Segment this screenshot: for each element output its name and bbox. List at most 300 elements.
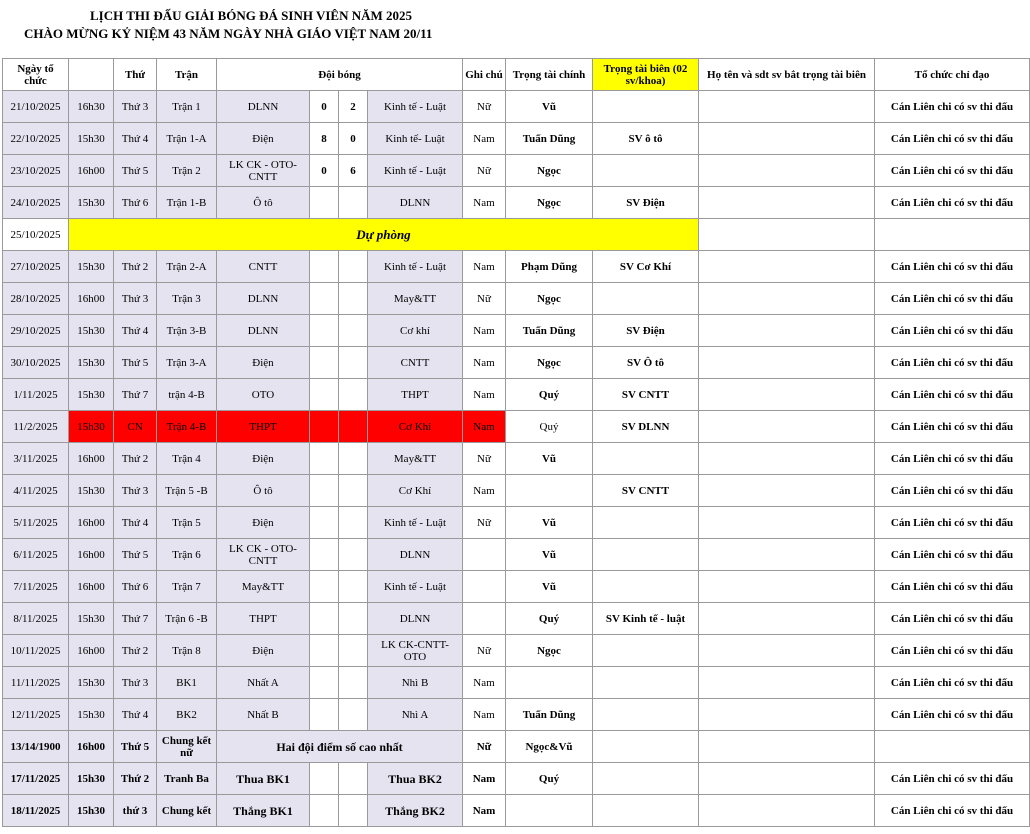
cell-date: 17/11/2025 xyxy=(3,763,69,795)
cell-date: 23/10/2025 xyxy=(3,155,69,187)
cell-score-b xyxy=(339,667,368,699)
cell-org: Cán Liên chi có sv thi đấu xyxy=(875,795,1030,827)
cell-team-a: THPT xyxy=(217,603,310,635)
cell-team-b: May&TT xyxy=(368,443,463,475)
header-row xyxy=(3,59,1030,91)
cell-main-ref: Vũ xyxy=(506,539,593,571)
cell-main-ref: Ngọc xyxy=(506,155,593,187)
page-title: LỊCH THI ĐẤU GIẢI BÓNG ĐÁ SINH VIÊN NĂM 2025 xyxy=(90,8,413,23)
cell-time: 16h30 xyxy=(69,91,114,123)
cell-score-a xyxy=(310,763,339,795)
cell-org: Cán Liên chi có sv thi đấu xyxy=(875,315,1030,347)
cell-time: 15h30 xyxy=(69,763,114,795)
cell-score-b: 6 xyxy=(339,155,368,187)
cell-date: 11/2/2025 xyxy=(3,411,69,443)
cell-note: Nữ xyxy=(463,283,506,315)
header-date: Ngày tổ chức xyxy=(3,59,69,91)
cell-line-ref xyxy=(593,443,699,475)
cell-note: Nữ xyxy=(463,507,506,539)
cell-date: 8/11/2025 xyxy=(3,603,69,635)
cell-date: 29/10/2025 xyxy=(3,315,69,347)
cell-note: Nam xyxy=(463,315,506,347)
cell-name-phone xyxy=(699,731,875,763)
header-note: Ghi chú xyxy=(463,59,506,91)
cell-org: Cán Liên chi có sv thi đấu xyxy=(875,155,1030,187)
cell-score-a xyxy=(310,379,339,411)
cell-name-phone xyxy=(699,219,875,251)
cell-team-a: Nhất B xyxy=(217,699,310,731)
table-row xyxy=(3,155,1030,187)
table-row xyxy=(3,763,1030,795)
cell-name-phone xyxy=(699,795,875,827)
cell-score-a xyxy=(310,795,339,827)
cell-main-ref: Vũ xyxy=(506,91,593,123)
cell-main-ref xyxy=(506,667,593,699)
cell-time: 15h30 xyxy=(69,795,114,827)
cell-main-ref: Tuấn Dũng xyxy=(506,315,593,347)
table-row xyxy=(3,123,1030,155)
cell-main-ref xyxy=(506,795,593,827)
cell-score-b xyxy=(339,635,368,667)
cell-team-a: CNTT xyxy=(217,251,310,283)
cell-match: Trận 5 -B xyxy=(157,475,217,507)
cell-score-a xyxy=(310,283,339,315)
cell-team-b: Kinh tế - Luật xyxy=(368,91,463,123)
cell-team-b: DLNN xyxy=(368,187,463,219)
cell-note xyxy=(463,571,506,603)
cell-name-phone xyxy=(699,571,875,603)
cell-main-ref: Quý xyxy=(506,763,593,795)
cell-day: Thứ 3 xyxy=(114,283,157,315)
cell-team-a: Điện xyxy=(217,443,310,475)
cell-score-b: 2 xyxy=(339,91,368,123)
cell-org: Cán Liên chi có sv thi đấu xyxy=(875,91,1030,123)
cell-note: Nam xyxy=(463,347,506,379)
cell-org: Cán Liên chi có sv thi đấu xyxy=(875,379,1030,411)
cell-date: 7/11/2025 xyxy=(3,571,69,603)
cell-team-b: CNTT xyxy=(368,347,463,379)
cell-day: Thứ 5 xyxy=(114,539,157,571)
cell-line-ref xyxy=(593,667,699,699)
cell-score-b xyxy=(339,571,368,603)
cell-line-ref: SV ô tô xyxy=(593,123,699,155)
cell-score-b xyxy=(339,475,368,507)
cell-team-b: Kinh tế - Luật xyxy=(368,155,463,187)
cell-main-ref: Quý xyxy=(506,603,593,635)
cell-line-ref: SV Ô tô xyxy=(593,347,699,379)
cell-team-a: Thắng BK1 xyxy=(217,795,310,827)
cell-score-a xyxy=(310,411,339,443)
cell-score-b xyxy=(339,187,368,219)
cell-time: 15h30 xyxy=(69,379,114,411)
cell-score-a xyxy=(310,251,339,283)
cell-score-b xyxy=(339,763,368,795)
cell-team-a: DLNN xyxy=(217,283,310,315)
cell-name-phone xyxy=(699,539,875,571)
cell-date: 6/11/2025 xyxy=(3,539,69,571)
cell-team-b: Cơ khí xyxy=(368,315,463,347)
cell-match: Trận 1-B xyxy=(157,187,217,219)
cell-team-a: Thua BK1 xyxy=(217,763,310,795)
cell-score-b xyxy=(339,443,368,475)
cell-day: Thứ 5 xyxy=(114,731,157,763)
cell-score-a: 0 xyxy=(310,91,339,123)
cell-team-b: DLNN xyxy=(368,603,463,635)
cell-team-a: Điện xyxy=(217,347,310,379)
table-row xyxy=(3,187,1030,219)
cell-org: Cán Liên chi có sv thi đấu xyxy=(875,475,1030,507)
table-row xyxy=(3,411,1030,443)
cell-team-b: Kinh tế - Luật xyxy=(368,507,463,539)
cell-date: 18/11/2025 xyxy=(3,795,69,827)
cell-score-a xyxy=(310,507,339,539)
cell-date: 1/11/2025 xyxy=(3,379,69,411)
cell-day: Thứ 2 xyxy=(114,635,157,667)
cell-date: 13/14/1900 xyxy=(3,731,69,763)
table-row xyxy=(3,635,1030,667)
cell-match: Tranh Ba xyxy=(157,763,217,795)
cell-name-phone xyxy=(699,91,875,123)
cell-main-ref xyxy=(506,475,593,507)
cell-time: 16h00 xyxy=(69,443,114,475)
cell-note: Nam xyxy=(463,187,506,219)
cell-match: Trận 7 xyxy=(157,571,217,603)
cell-date: 12/11/2025 xyxy=(3,699,69,731)
cell-score-a xyxy=(310,667,339,699)
cell-day: Thứ 7 xyxy=(114,379,157,411)
cell-date: 11/11/2025 xyxy=(3,667,69,699)
cell-note: Nam xyxy=(463,123,506,155)
cell-score-a xyxy=(310,539,339,571)
cell-team-b: THPT xyxy=(368,379,463,411)
table-row xyxy=(3,475,1030,507)
table-row xyxy=(3,315,1030,347)
cell-day: Thứ 3 xyxy=(114,475,157,507)
table-row xyxy=(3,347,1030,379)
cell-org: Cán Liên chi có sv thi đấu xyxy=(875,603,1030,635)
cell-score-b xyxy=(339,283,368,315)
cell-time: 15h30 xyxy=(69,347,114,379)
cell-org: Cán Liên chi có sv thi đấu xyxy=(875,667,1030,699)
cell-team-a: Điện xyxy=(217,635,310,667)
cell-day: CN xyxy=(114,411,157,443)
cell-name-phone xyxy=(699,667,875,699)
cell-match: trận 4-B xyxy=(157,379,217,411)
cell-line-ref: SV Điện xyxy=(593,315,699,347)
header-line-ref: Trọng tài biên (02 sv/khoa) xyxy=(593,59,699,91)
cell-team-b: Cơ Khí xyxy=(368,475,463,507)
cell-org: Cán Liên chi có sv thi đấu xyxy=(875,443,1030,475)
cell-line-ref xyxy=(593,91,699,123)
cell-team-b: DLNN xyxy=(368,539,463,571)
cell-org: Cán Liên chi có sv thi đấu xyxy=(875,251,1030,283)
cell-score-a: 0 xyxy=(310,155,339,187)
cell-team-a: DLNN xyxy=(217,91,310,123)
cell-org: Cán Liên chi có sv thi đấu xyxy=(875,571,1030,603)
cell-team-a: Ô tô xyxy=(217,187,310,219)
cell-score-b xyxy=(339,699,368,731)
cell-team-a: DLNN xyxy=(217,315,310,347)
table-row xyxy=(3,603,1030,635)
cell-note: Nam xyxy=(463,475,506,507)
cell-score-b xyxy=(339,507,368,539)
cell-name-phone xyxy=(699,411,875,443)
cell-team-a: Điện xyxy=(217,507,310,539)
cell-time: 16h00 xyxy=(69,635,114,667)
cell-time: 15h30 xyxy=(69,123,114,155)
cell-time: 15h30 xyxy=(69,411,114,443)
header-match: Trận xyxy=(157,59,217,91)
cell-note: Nữ xyxy=(463,91,506,123)
cell-day: Thứ 4 xyxy=(114,699,157,731)
cell-date: 27/10/2025 xyxy=(3,251,69,283)
cell-date: 5/11/2025 xyxy=(3,507,69,539)
cell-line-ref xyxy=(593,731,699,763)
cell-team-a: May&TT xyxy=(217,571,310,603)
cell-date: 30/10/2025 xyxy=(3,347,69,379)
cell-match: Trận 6 -B xyxy=(157,603,217,635)
cell-name-phone xyxy=(699,155,875,187)
cell-org xyxy=(875,219,1030,251)
cell-time: 15h30 xyxy=(69,315,114,347)
cell-match: Trận 1 xyxy=(157,91,217,123)
cell-score-b xyxy=(339,411,368,443)
cell-date: 4/11/2025 xyxy=(3,475,69,507)
cell-score-a xyxy=(310,315,339,347)
cell-note: Nam xyxy=(463,379,506,411)
table-row xyxy=(3,699,1030,731)
cell-team-a: LK CK - OTO-CNTT xyxy=(217,155,310,187)
header-time xyxy=(69,59,114,91)
cell-org: Cán Liên chi có sv thi đấu xyxy=(875,347,1030,379)
cell-line-ref: SV DLNN xyxy=(593,411,699,443)
cell-date: 3/11/2025 xyxy=(3,443,69,475)
header-teams: Đội bóng xyxy=(217,59,463,91)
cell-team-b: Kinh tế- Luật xyxy=(368,123,463,155)
cell-time: 15h30 xyxy=(69,187,114,219)
cell-team-b: Cơ Khí xyxy=(368,411,463,443)
cell-time: 16h00 xyxy=(69,507,114,539)
cell-score-a xyxy=(310,635,339,667)
spare-label: Dự phòng xyxy=(69,219,699,251)
cell-name-phone xyxy=(699,347,875,379)
cell-line-ref xyxy=(593,507,699,539)
cell-note: Nam xyxy=(463,251,506,283)
cell-name-phone xyxy=(699,251,875,283)
cell-day: Thứ 5 xyxy=(114,347,157,379)
table-row xyxy=(3,795,1030,827)
cell-name-phone xyxy=(699,187,875,219)
cell-team-a: THPT xyxy=(217,411,310,443)
cell-org: Cán Liên chi có sv thi đấu xyxy=(875,507,1030,539)
cell-note: Nam xyxy=(463,699,506,731)
cell-line-ref: SV CNTT xyxy=(593,475,699,507)
table-row xyxy=(3,667,1030,699)
cell-main-ref: Ngọc xyxy=(506,283,593,315)
table-row xyxy=(3,283,1030,315)
cell-score-b: 0 xyxy=(339,123,368,155)
table-row xyxy=(3,539,1030,571)
cell-score-a xyxy=(310,347,339,379)
cell-line-ref: SV CNTT xyxy=(593,379,699,411)
cell-match: Trận 3 xyxy=(157,283,217,315)
cell-main-ref: Quý xyxy=(506,379,593,411)
cell-main-ref: Vũ xyxy=(506,443,593,475)
cell-main-ref: Quý xyxy=(506,411,593,443)
cell-org: Cán Liên chi có sv thi đấu xyxy=(875,283,1030,315)
cell-note: Nam xyxy=(463,667,506,699)
cell-team-b: Thắng BK2 xyxy=(368,795,463,827)
cell-score-a xyxy=(310,475,339,507)
cell-org: Cán Liên chi có sv thi đấu xyxy=(875,635,1030,667)
cell-score-b xyxy=(339,379,368,411)
cell-score-a xyxy=(310,699,339,731)
cell-note: Nữ xyxy=(463,731,506,763)
cell-time: 15h30 xyxy=(69,667,114,699)
table-row xyxy=(3,219,1030,251)
cell-match: Trận 3-B xyxy=(157,315,217,347)
cell-day: Thứ 4 xyxy=(114,507,157,539)
cell-time: 15h30 xyxy=(69,603,114,635)
cell-name-phone xyxy=(699,507,875,539)
cell-team-b: May&TT xyxy=(368,283,463,315)
cell-name-phone xyxy=(699,699,875,731)
cell-day: Thứ 5 xyxy=(114,155,157,187)
table-row xyxy=(3,251,1030,283)
cell-line-ref: SV Điện xyxy=(593,187,699,219)
cell-date: 28/10/2025 xyxy=(3,283,69,315)
cell-org: Cán Liên chi có sv thi đấu xyxy=(875,411,1030,443)
cell-score-a xyxy=(310,603,339,635)
cell-score-a xyxy=(310,443,339,475)
cell-main-ref: Tuấn Dũng xyxy=(506,699,593,731)
table-row xyxy=(3,91,1030,123)
cell-day: Thứ 2 xyxy=(114,443,157,475)
cell-name-phone xyxy=(699,443,875,475)
cell-note: Nữ xyxy=(463,443,506,475)
cell-team-b: Kinh tế - Luật xyxy=(368,571,463,603)
cell-main-ref: Ngọc xyxy=(506,187,593,219)
cell-match: Trận 4 xyxy=(157,443,217,475)
cell-score-b xyxy=(339,795,368,827)
cell-name-phone xyxy=(699,475,875,507)
cell-score-a: 8 xyxy=(310,123,339,155)
cell-date: 24/10/2025 xyxy=(3,187,69,219)
cell-time: 16h00 xyxy=(69,283,114,315)
cell-main-ref: Vũ xyxy=(506,507,593,539)
cell-time: 15h30 xyxy=(69,699,114,731)
cell-line-ref: SV Kinh tế - luật xyxy=(593,603,699,635)
cell-score-a xyxy=(310,187,339,219)
cell-line-ref xyxy=(593,571,699,603)
cell-date: 25/10/2025 xyxy=(3,219,69,251)
cell-day: Thứ 4 xyxy=(114,123,157,155)
cell-time: 16h00 xyxy=(69,571,114,603)
cell-score-b xyxy=(339,315,368,347)
cell-name-phone xyxy=(699,379,875,411)
cell-day: thứ 3 xyxy=(114,795,157,827)
cell-org: Cán Liên chi có sv thi đấu xyxy=(875,539,1030,571)
cell-time: 16h00 xyxy=(69,539,114,571)
cell-day: Thứ 3 xyxy=(114,667,157,699)
cell-note xyxy=(463,603,506,635)
cell-day: Thứ 6 xyxy=(114,187,157,219)
cell-match: Trận 8 xyxy=(157,635,217,667)
cell-date: 21/10/2025 xyxy=(3,91,69,123)
cell-time: 15h30 xyxy=(69,251,114,283)
cell-score-b xyxy=(339,251,368,283)
header-day: Thứ xyxy=(114,59,157,91)
cell-line-ref xyxy=(593,155,699,187)
table-row xyxy=(3,507,1030,539)
cell-score-b xyxy=(339,539,368,571)
cell-team-b: Nhì A xyxy=(368,699,463,731)
cell-main-ref: Tuấn Dũng xyxy=(506,123,593,155)
cell-time: 16h00 xyxy=(69,155,114,187)
cell-day: Thứ 2 xyxy=(114,251,157,283)
schedule-body xyxy=(3,59,1030,827)
cell-team-a: Nhất A xyxy=(217,667,310,699)
cell-org: Cán Liên chi có sv thi đấu xyxy=(875,123,1030,155)
cell-day: Thứ 4 xyxy=(114,315,157,347)
cell-note xyxy=(463,539,506,571)
cell-match: Trận 3-A xyxy=(157,347,217,379)
cell-name-phone xyxy=(699,635,875,667)
cell-team-b: LK CK-CNTT-OTO xyxy=(368,635,463,667)
cell-name-phone xyxy=(699,315,875,347)
cell-match: Trận 5 xyxy=(157,507,217,539)
cell-score-a xyxy=(310,571,339,603)
cell-name-phone xyxy=(699,123,875,155)
title-block xyxy=(0,0,1030,58)
cell-main-ref: Ngọc&Vũ xyxy=(506,731,593,763)
table-row xyxy=(3,379,1030,411)
cell-main-ref: Ngọc xyxy=(506,347,593,379)
cell-line-ref: SV Cơ Khí xyxy=(593,251,699,283)
cell-org xyxy=(875,731,1030,763)
cell-team-a: LK CK - OTO-CNTT xyxy=(217,539,310,571)
cell-name-phone xyxy=(699,603,875,635)
cell-note: Nam xyxy=(463,795,506,827)
cell-line-ref xyxy=(593,635,699,667)
cell-name-phone xyxy=(699,763,875,795)
cell-day: Thứ 3 xyxy=(114,91,157,123)
cell-line-ref xyxy=(593,763,699,795)
cell-note: Nam xyxy=(463,763,506,795)
table-row xyxy=(3,571,1030,603)
cell-match: BK2 xyxy=(157,699,217,731)
header-main-ref: Trọng tài chính xyxy=(506,59,593,91)
cell-match: Trận 6 xyxy=(157,539,217,571)
schedule-table xyxy=(2,58,1030,827)
cell-match: Trận 1-A xyxy=(157,123,217,155)
cell-score-b xyxy=(339,603,368,635)
cell-org: Cán Liên chi có sv thi đấu xyxy=(875,699,1030,731)
cell-match: Chung kết xyxy=(157,795,217,827)
cell-team-a: Ô tô xyxy=(217,475,310,507)
cell-match: Trận 2-A xyxy=(157,251,217,283)
cell-time: 15h30 xyxy=(69,475,114,507)
cell-day: Thứ 7 xyxy=(114,603,157,635)
cell-line-ref xyxy=(593,699,699,731)
cell-day: Thứ 6 xyxy=(114,571,157,603)
cell-team-b: Nhì B xyxy=(368,667,463,699)
cell-date: 10/11/2025 xyxy=(3,635,69,667)
cell-note: Nữ xyxy=(463,155,506,187)
header-name-phone: Họ tên và sdt sv bắt trọng tài biên xyxy=(699,59,875,91)
cell-team-b: Kinh tế - Luật xyxy=(368,251,463,283)
header-org: Tổ chức chỉ đạo xyxy=(875,59,1030,91)
